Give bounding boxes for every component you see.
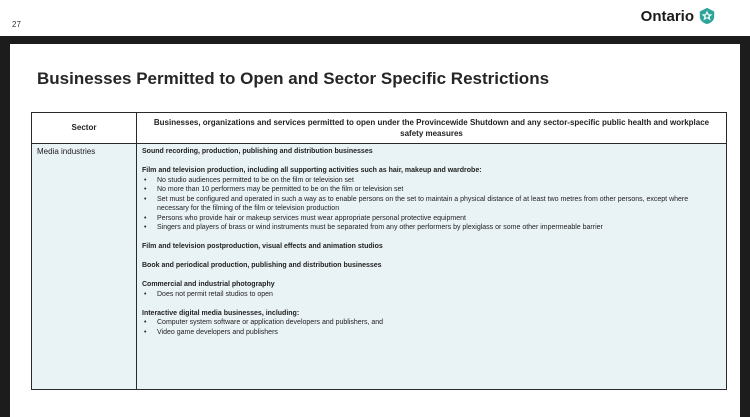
section-title: Book and periodical production, publishing and distribution businesses <box>142 262 382 269</box>
list-item: • Persons who provide hair or makeup services must wear appropriate personal protective equipment <box>142 214 721 224</box>
section-title: Sound recording, production, publishing and distribution businesses <box>142 148 373 155</box>
bullet-list <box>142 290 721 300</box>
bullet-list <box>142 176 721 233</box>
list-item: • No more than 10 performers may be permitted to be on the film or television set <box>142 185 721 195</box>
list-item: • Does not permit retail studios to open <box>142 290 721 300</box>
slide-title: Businesses Permitted to Open and Sector Specific Restrictions <box>37 69 550 88</box>
bullet-list <box>142 318 721 337</box>
ontario-logo <box>641 6 716 26</box>
trillium-icon <box>698 7 716 25</box>
list-item: • Singers and players of brass or wind instruments must be separated from any other performers by plexiglass or some other impermeable barrier <box>142 223 721 233</box>
sector-cell: Media industries <box>32 144 137 390</box>
slide-body <box>10 44 740 417</box>
section-title: Film and television postproduction, visual effects and animation studios <box>142 243 383 250</box>
list-item: • Video game developers and publishers <box>142 328 721 338</box>
businesses-column-header: Businesses, organizations and services permitted to open under the Provincewide Shutdown and any sector-specific public health and workplace safety measures <box>137 113 727 144</box>
list-item: • No studio audiences permitted to be on the film or television set <box>142 176 721 186</box>
section-title: Film and television production, including all supporting activities such as hair, makeup and wardrobe: <box>142 167 482 174</box>
slide-header <box>0 0 750 36</box>
table-header-row <box>32 113 727 144</box>
businesses-cell <box>137 144 727 390</box>
restrictions-table <box>31 112 727 390</box>
list-item: • Computer system software or application developers and publishers, and <box>142 318 721 328</box>
sector-column-header: Sector <box>32 113 137 144</box>
page-number: 27 <box>12 20 21 29</box>
list-item: • Set must be configured and operated in such a way as to enable persons on the set to maintain a physical distance of at least two metres from other persons, except where necessary for the filming of the film or television production <box>142 195 721 214</box>
table-row <box>32 144 727 390</box>
section-title: Interactive digital media businesses, including: <box>142 309 300 317</box>
section-title: Commercial and industrial photography <box>142 281 275 288</box>
brand-name: Ontario <box>640 7 694 25</box>
